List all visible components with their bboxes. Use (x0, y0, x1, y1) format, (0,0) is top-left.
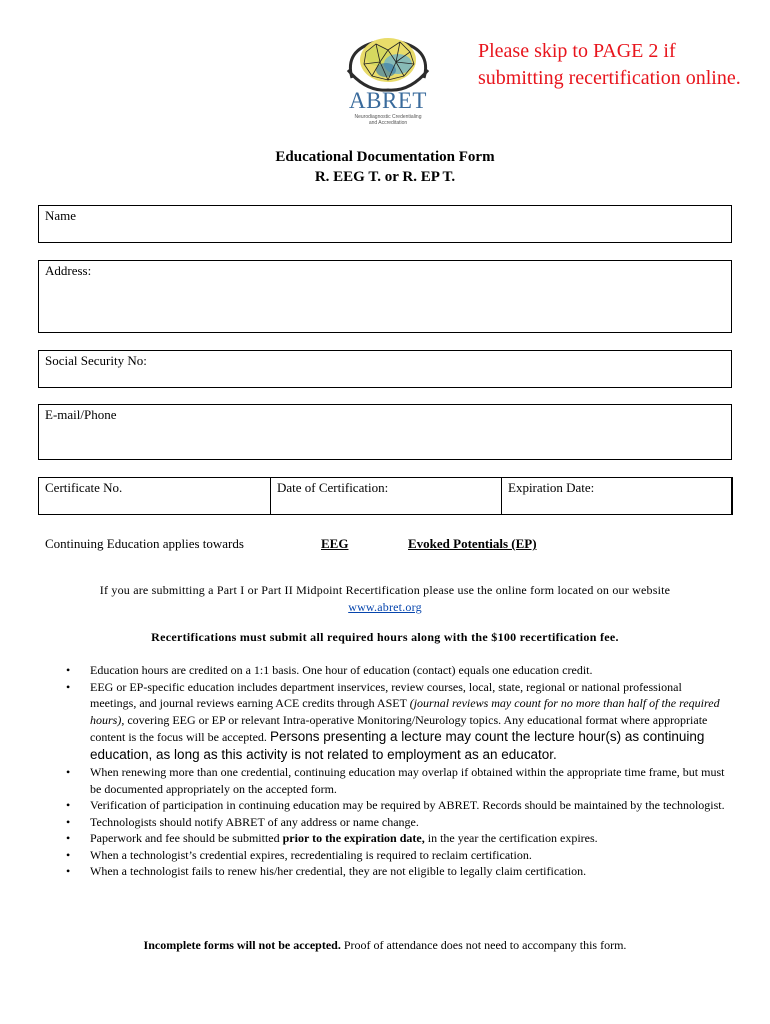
online-note-text: If you are submitting a Part I or Part II Midpoint Recertification please use the online form located on our website (99, 583, 671, 597)
list-item (66, 662, 726, 679)
bullet-icon: • (66, 847, 71, 862)
certificate-row (38, 477, 732, 515)
list-item-text: Technologists should notify ABRET of any address or name change. (90, 814, 419, 829)
bullet-icon: • (66, 679, 71, 694)
list-item-text: in the year the certification expires. (424, 831, 598, 845)
ce-label: Continuing Education applies towards (45, 536, 244, 551)
footer-note (0, 938, 770, 953)
list-item (66, 797, 726, 814)
list-item (66, 814, 726, 831)
bullet-icon: • (66, 814, 71, 829)
bullet-icon: • (66, 663, 71, 677)
list-item-text: Paperwork and fee should be submitted (90, 831, 283, 845)
list-item-text: When a technologist fails to renew his/her credential, they are not eligible to legally claim certification. (90, 864, 587, 878)
recert-note: Recertifications must submit all required hours along with the $100 recertification fee. (151, 630, 619, 644)
logo-tagline (336, 114, 440, 126)
bullet-icon: • (66, 798, 71, 812)
address-field[interactable] (38, 260, 732, 333)
list-item (66, 679, 726, 765)
footer-bold: Incomplete forms will not be accepted. (143, 938, 341, 952)
skip-notice: Please skip to PAGE 2 if submitting recertification online. (478, 40, 741, 89)
certificate-no-label: Certificate No. (45, 480, 123, 495)
list-item-italic: (journal reviews may count for no more than half of the required hours) (90, 696, 720, 727)
list-item-emphasis: Persons presenting a lecture may count the lecture hour(s) as continuing education, as long as this activity is not related to employment as an educator. (90, 729, 705, 762)
logo-tagline-line2: and Accreditation (368, 120, 408, 126)
address-label: Address: (45, 263, 92, 278)
date-of-certification-label: Date of Certification: (277, 480, 389, 495)
list-item-bold: prior to the expiration date, (282, 831, 425, 845)
requirements-list (66, 662, 726, 880)
list-item (66, 830, 726, 847)
logo-tagline-line1: Neurodiagnostic Credentialing (354, 114, 422, 120)
expiration-date-field[interactable] (501, 477, 733, 515)
logo-wordmark: ABRET (349, 88, 427, 113)
brain-icon (336, 30, 440, 92)
name-label: Name (45, 208, 77, 223)
online-note (40, 582, 730, 616)
footer-text: Proof of attendance does not need to accompany this form. (340, 938, 627, 952)
email-phone-label: E-mail/Phone (45, 407, 117, 422)
list-item-text: Education hours are credited on a 1:1 basis. One hour of education (contact) equals one education credit. (90, 663, 593, 677)
bullet-icon: • (66, 765, 71, 779)
list-item-text: , covering EEG or EP or relevant Intra-operative Monitoring/Neurology topics. Any educational format where appropriate content is the focus will be accepted. (90, 712, 708, 744)
ce-option-eeg[interactable]: EEG (321, 536, 349, 551)
expiration-date-label: Expiration Date: (508, 480, 595, 495)
list-item-text: Verification of participation in continuing education may be required by ABRET. Records should be maintained by the technologist. (90, 798, 725, 812)
email-phone-field[interactable] (38, 404, 732, 460)
list-item-text: EEG or EP-specific education includes department inservices, review courses, local, state, regional or national professional meetings, and journal reviews earning ACE credits through ASET (90, 679, 682, 710)
website-link[interactable]: www.abret.org (348, 600, 422, 614)
ce-option-ep[interactable]: Evoked Potentials (EP) (408, 536, 537, 551)
list-item (66, 863, 726, 880)
form-subtitle: R. EEG T. or R. EP T. (314, 169, 456, 185)
list-item-text: When renewing more than one credential, continuing education may overlap if obtained within the appropriate time frame, but must be documented appropriately on the accepted form. (90, 765, 725, 796)
ssn-field[interactable] (38, 350, 732, 388)
bullet-icon: • (66, 831, 71, 845)
list-item (66, 764, 726, 797)
form-title: Educational Documentation Form (275, 149, 495, 165)
abret-logo (336, 30, 440, 130)
list-item-text: When a technologist’s credential expires, recredentialing is required to reclaim certification. (90, 847, 532, 862)
list-item (66, 847, 726, 864)
certificate-no-field[interactable] (38, 477, 271, 515)
ssn-label: Social Security No: (45, 353, 147, 368)
bullet-icon: • (66, 864, 71, 878)
name-field[interactable] (38, 205, 732, 243)
date-of-certification-field[interactable] (270, 477, 502, 515)
